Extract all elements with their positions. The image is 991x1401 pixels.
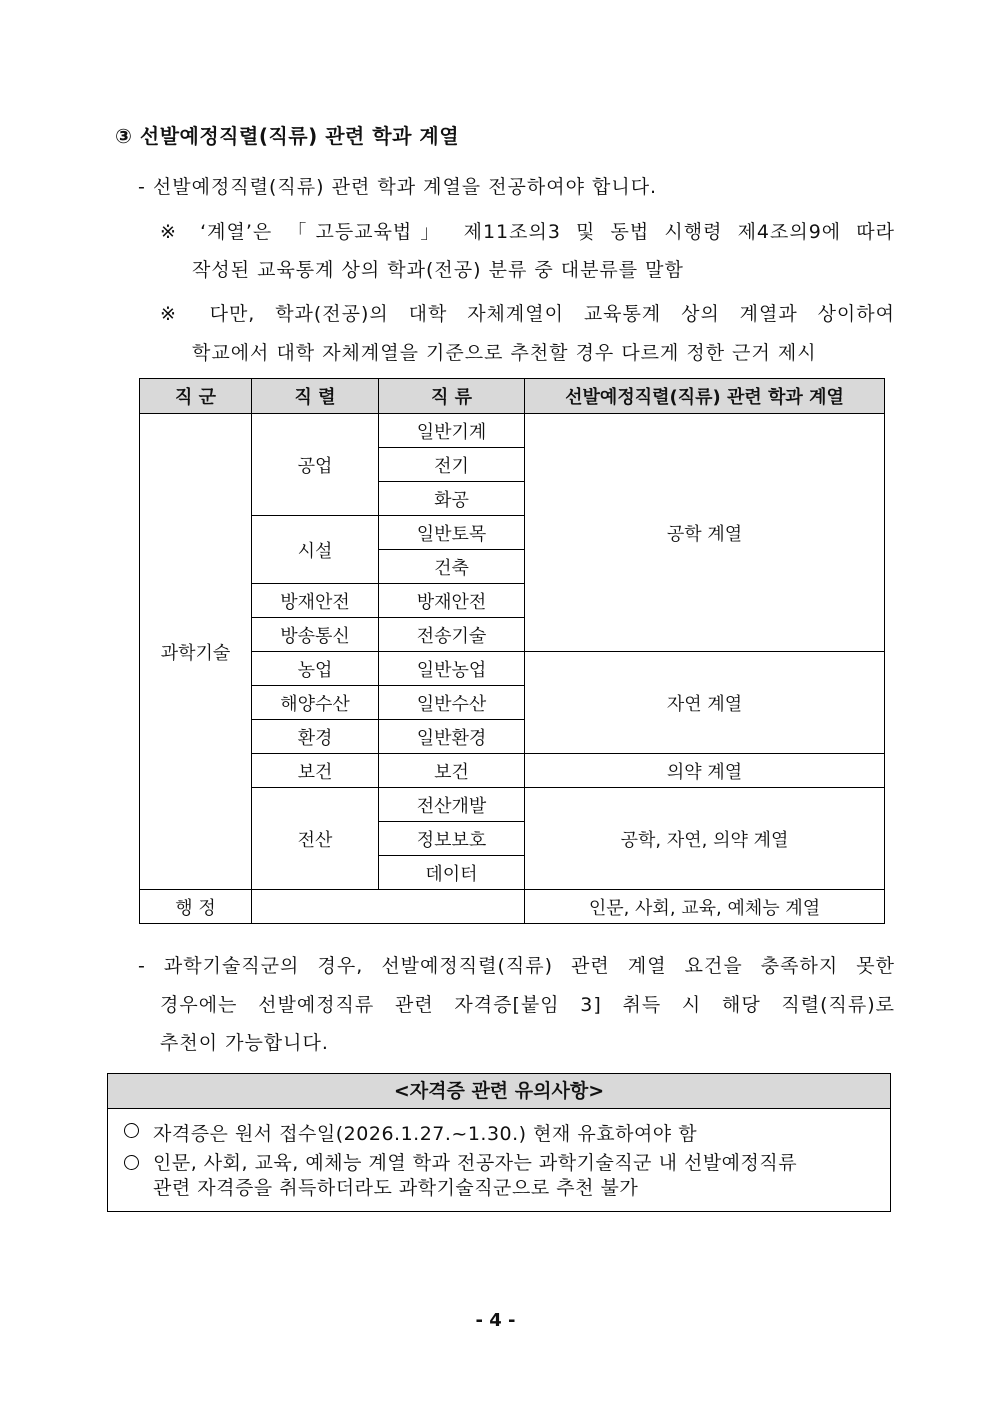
class-cell: 화공	[379, 482, 525, 516]
major-field-table	[139, 378, 885, 924]
class-cell: 정보보호	[379, 822, 525, 856]
intro-text: - 선발예정직렬(직류) 관련 학과 계열을 전공하여야 합니다.	[138, 176, 658, 198]
table-row	[140, 890, 885, 924]
notice-item	[108, 1151, 890, 1211]
after-line1: - 과학기술직군의 경우, 선발예정직렬(직류) 관련 계열 요건을 충족하지 못한	[138, 955, 895, 977]
notice-item	[108, 1119, 890, 1147]
class-cell: 전산개발	[379, 788, 525, 822]
field-cell: 인문, 사회, 교육, 예체능 계열	[525, 890, 885, 924]
section-heading: ③ 선발예정직렬(직류) 관련 학과 계열	[115, 124, 460, 148]
note2-line2: 학교에서 대학 자체계열을 기준으로 추천할 경우 다르게 정한 근거 제시	[192, 342, 817, 364]
circle-bullet-icon	[124, 1123, 139, 1138]
note1-line1: ※ ‘계열’은 「고등교육법」 제11조의3 및 동법 시행령 제4조의9에 따라	[160, 221, 895, 243]
class-cell: 일반수산	[379, 686, 525, 720]
after-line2: 경우에는 선발예정직류 관련 자격증[붙임 3] 취득 시 해당 직렬(직류)로	[160, 994, 895, 1016]
class-cell: 일반농업	[379, 652, 525, 686]
class-cell: 전기	[379, 448, 525, 482]
notice-item-text: 인문, 사회, 교육, 예체능 계열 학과 전공자는 과학기술직군 내 선발예정직류	[153, 1152, 798, 1174]
class-cell: 일반환경	[379, 720, 525, 754]
class-cell: 방재안전	[379, 584, 525, 618]
field-cell: 공학, 자연, 의약 계열	[525, 788, 885, 890]
note2-line1: ※ 다만, 학과(전공)의 대학 자체계열이 교육통계 상의 계열과 상이하여	[160, 303, 895, 325]
class-cell: 일반기계	[379, 414, 525, 448]
series-cell: 공업	[252, 414, 379, 516]
series-cell: 해양수산	[252, 686, 379, 720]
field-cell: 공학 계열	[525, 414, 885, 652]
series-cell: 방재안전	[252, 584, 379, 618]
class-cell: 보건	[379, 754, 525, 788]
table-row	[140, 788, 885, 822]
series-cell: 시설	[252, 516, 379, 584]
note1-line2: 작성된 교육통계 상의 학과(전공) 분류 중 대분류를 말함	[192, 259, 684, 281]
class-cell: 데이터	[379, 856, 525, 890]
notice-item-text: 관련 자격증을 취득하더라도 과학기술직군으로 추천 불가	[153, 1177, 639, 1199]
series-cell: 환경	[252, 720, 379, 754]
series-cell: 농업	[252, 652, 379, 686]
table-row	[140, 754, 885, 788]
header-cell: 직 류	[379, 379, 525, 414]
notice-box	[107, 1073, 891, 1212]
series-cell: 전산	[252, 788, 379, 890]
table-row	[140, 652, 885, 686]
group-cell: 행 정	[140, 890, 252, 924]
table-row	[140, 414, 885, 448]
page-number: - 4 -	[475, 1310, 516, 1331]
circle-bullet-icon	[124, 1155, 139, 1170]
group-cell: 과학기술	[140, 414, 252, 890]
series-cell: 방송통신	[252, 618, 379, 652]
class-cell: 건축	[379, 550, 525, 584]
table-header-row	[140, 379, 885, 414]
header-cell: 직 렬	[252, 379, 379, 414]
empty-cell	[252, 890, 525, 924]
header-cell: 직 군	[140, 379, 252, 414]
notice-title: <자격증 관련 유의사항>	[108, 1074, 890, 1109]
field-cell: 의약 계열	[525, 754, 885, 788]
series-cell: 보건	[252, 754, 379, 788]
header-cell: 선발예정직렬(직류) 관련 학과 계열	[525, 379, 885, 414]
class-cell: 전송기술	[379, 618, 525, 652]
class-cell: 일반토목	[379, 516, 525, 550]
field-cell: 자연 계열	[525, 652, 885, 754]
notice-item-text: 자격증은 원서 접수일(2026.1.27.~1.30.) 현재 유효하여야 함	[153, 1123, 698, 1145]
after-line3: 추천이 가능합니다.	[160, 1032, 329, 1054]
